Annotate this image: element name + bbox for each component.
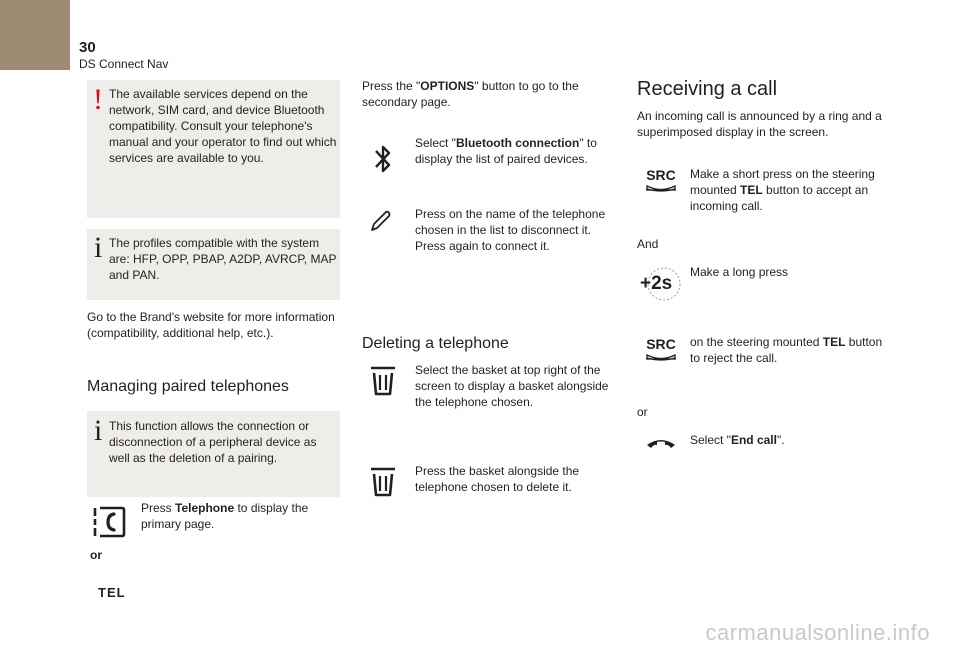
src-button-icon [643,167,683,193]
two-seconds-label: +2s [640,273,673,294]
reject-call-text: on the steering mounted TEL button to reject the call. [690,335,883,365]
profiles-note-box [87,229,340,300]
bluetooth-icon [373,142,393,176]
website-text: Go to the Brand's website for more information (compatibility, additional help, etc.). [87,310,335,340]
basket-select-text: Select the basket at top right of the screen to display a basket alongside the telephone chosen. [415,363,609,409]
basket-icon [368,466,398,498]
two-seconds-icon [640,266,682,302]
press-telephone-text: Press Telephone to display the primary page. [141,501,309,531]
pencil-icon [369,209,393,233]
warning-icon: ! [93,83,103,116]
short-press-text: Make a short press on the steering mounted TEL button to accept an incoming call. [690,167,875,213]
or-label: or [90,548,102,562]
warning-note-text: The available services depend on the network, SIM card, and device Bluetooth compatibility. Consult your telephone's manual and your operator to find out which services are available to you. [109,87,337,165]
info-icon: i [94,231,103,264]
or-label: or [637,405,648,419]
options-text: Press the "OPTIONS" button to go to the secondary page. [362,79,579,109]
function-note-text: This function allows the connection or disconnection of a peripheral device as well as the deletion of a pairing. [109,419,317,465]
basket-press-text: Press the basket alongside the telephone chosen to delete it. [415,464,580,494]
end-call-icon [645,436,677,450]
tel-button-label: TEL [98,585,126,600]
long-press-text: Make a long press [690,265,789,279]
end-call-text: Select "End call". [690,433,785,447]
product-title: DS Connect Nav [79,57,169,71]
section-title-receiving: Receiving a call [637,78,778,100]
telephone-name-text: Press on the name of the telephone chosen in the list to disconnect it. Press again to connect it. [415,207,606,253]
src-button-icon [643,336,683,362]
section-title-deleting: Deleting a telephone [362,335,509,352]
src-label: SRC [646,167,676,183]
basket-icon [368,365,398,397]
warning-note-box [87,80,340,218]
section-title-managing: Managing paired telephones [87,378,289,395]
incoming-call-text: An incoming call is announced by a ring and a superimposed display in the screen. [637,109,882,139]
bluetooth-connection-text: Select "Bluetooth connection" to display the list of paired devices. [415,136,597,166]
and-label: And [637,237,659,251]
page-number: 30 [79,39,96,56]
watermark: carmanualsonline.info [705,620,930,645]
function-note-box [87,411,340,497]
telephone-button-icon [91,505,127,539]
profiles-note-text: The profiles compatible with the system are: HFP, OPP, PBAP, A2DP, AVRCP, MAP and PAN. [109,236,337,282]
page-tab [0,0,70,70]
info-icon: i [94,414,103,447]
src-label: SRC [646,336,676,352]
